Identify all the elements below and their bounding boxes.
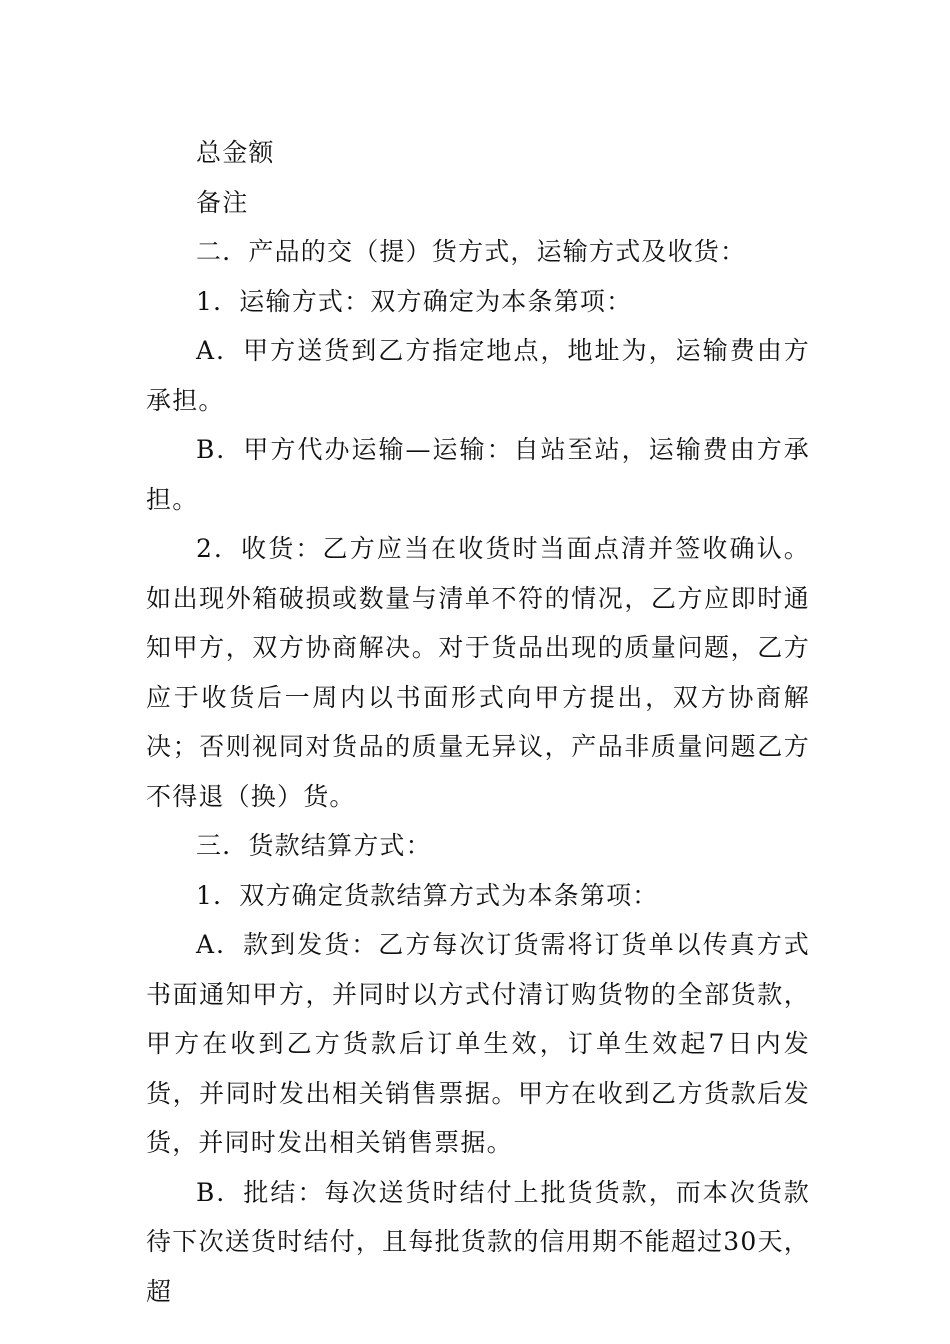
- paragraph-option-b-delivery: B．甲方代办运输—运输：自站至站，运输费由方承担。: [146, 435, 810, 514]
- document-body: [146, 128, 810, 1316]
- paragraph-option-a-delivery: A．甲方送货到乙方指定地点，地址为，运输费由方承担。: [146, 336, 810, 415]
- paragraph-settlement-method: 1．双方确定货款结算方式为本条第项：: [196, 880, 659, 910]
- paragraph-option-b-settlement: B．批结：每次送货时结付上批货货款，而本次货款待下次送货时结付，且每批货款的信用期不能超过30天，超: [146, 1177, 810, 1306]
- paragraph-total-amount: 总金额: [196, 138, 275, 167]
- section-heading-delivery: 二．产品的交（提）货方式，运输方式及收货：: [196, 237, 747, 266]
- section-heading-settlement: 三．货款结算方式：: [196, 831, 432, 860]
- paragraph-remarks: 备注: [196, 187, 249, 217]
- paragraph-transport-method: 1．运输方式：双方确定为本条第项：: [196, 286, 633, 316]
- paragraph-receipt: 2．收货：乙方应当在收货时当面点清并签收确认。如出现外箱破损或数量与清单不符的情况，乙方应即时通知甲方，双方协商解决。对于货品出现的质量问题，乙方应于收货后一周内以书面形式向甲方提出，双方协商解决；否则视同对货品的质量无异议，产品非质量问题乙方不得退（换）货。: [146, 534, 810, 811]
- paragraph-option-a-settlement: A．款到发货：乙方每次订货需将订货单以传真方式书面通知甲方，并同时以方式付清订购货物的全部货款，甲方在收到乙方货款后订单生效，订单生效起7日内发货，并同时发出相关销售票据。甲方在收到乙方货款后发货，并同时发出相关销售票据。: [146, 930, 810, 1157]
